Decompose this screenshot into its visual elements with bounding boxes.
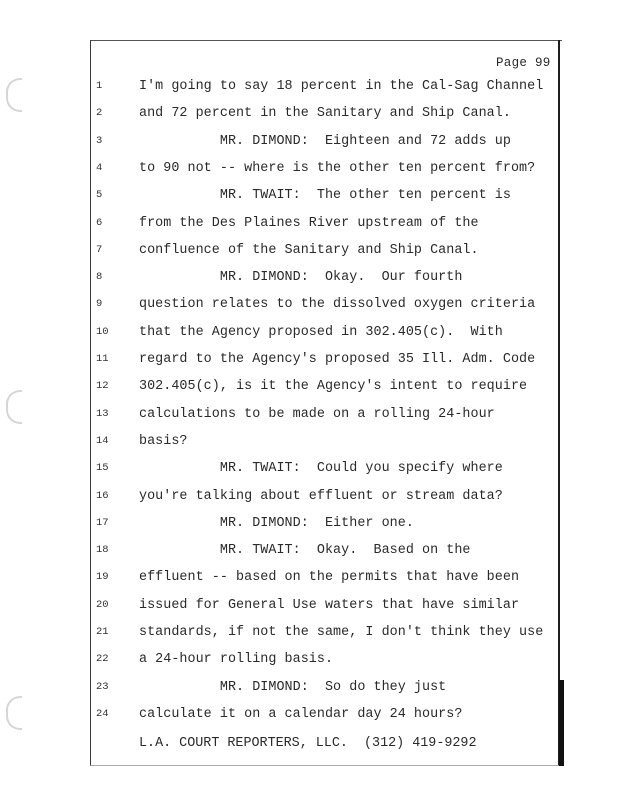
transcript-line	[0, 407, 618, 429]
line-number: 11	[96, 353, 109, 365]
transcript-line	[0, 325, 618, 347]
line-number: 18	[96, 544, 109, 557]
line-number: 5	[96, 189, 103, 202]
line-text: issued for General Use waters that have similar	[139, 597, 520, 613]
transcript-line	[0, 134, 618, 156]
transcript-line	[0, 106, 618, 128]
transcript-line	[0, 270, 618, 292]
line-text: MR. DIMOND: Eighteen and 72 adds up	[139, 133, 511, 149]
line-number: 3	[96, 134, 103, 147]
line-text: a 24-hour rolling basis.	[139, 652, 334, 668]
line-number: 4	[96, 161, 103, 174]
transcript-line	[0, 243, 618, 265]
line-number: 2	[96, 107, 103, 120]
line-text: MR. DIMOND: So do they just	[139, 679, 447, 695]
line-number: 7	[96, 243, 103, 256]
line-number: 8	[96, 271, 103, 284]
transcript-line	[0, 489, 618, 511]
transcript-line	[0, 352, 618, 374]
page-number: Page 99	[496, 56, 551, 70]
line-text: to 90 not -- where is the other ten percent from?	[139, 160, 536, 176]
line-text: calculations to be made on a rolling 24-hour	[139, 406, 495, 422]
line-number: 17	[96, 516, 109, 529]
line-number: 24	[96, 707, 109, 720]
line-text: effluent -- based on the permits that have been	[139, 570, 520, 586]
transcript-line	[0, 543, 618, 565]
transcript-line	[0, 652, 618, 674]
transcript-line	[0, 379, 618, 401]
line-number: 20	[96, 598, 109, 611]
line-text: you're talking about effluent or stream data?	[139, 488, 503, 504]
line-number: 19	[96, 571, 109, 584]
line-number: 15	[96, 462, 109, 475]
transcript-line	[0, 707, 618, 729]
line-text: MR. DIMOND: Okay. Our fourth	[139, 270, 463, 286]
line-text: confluence of the Sanitary and Ship Canal.	[139, 242, 479, 258]
line-number: 21	[96, 626, 109, 638]
line-number: 6	[96, 216, 103, 229]
line-number: 14	[96, 434, 109, 447]
line-number: 1	[96, 80, 103, 92]
line-number: 10	[96, 325, 109, 338]
line-text: that the Agency proposed in 302.405(c). With	[139, 324, 503, 340]
line-text: MR. DIMOND: Either one.	[139, 515, 414, 531]
transcript-line	[0, 434, 618, 456]
transcript-line	[0, 680, 618, 702]
transcript-line	[0, 516, 618, 538]
line-number: 22	[96, 653, 109, 666]
transcript-line	[0, 161, 618, 183]
line-text: calculate it on a calendar day 24 hours?	[139, 706, 463, 722]
line-text: from the Des Plaines River upstream of the	[139, 215, 479, 231]
transcript-line	[0, 297, 618, 319]
line-number: 9	[96, 298, 103, 311]
transcript-line	[0, 188, 618, 210]
transcript-line	[0, 461, 618, 483]
line-number: 23	[96, 680, 109, 693]
line-text: standards, if not the same, I don't think they use	[139, 625, 544, 640]
line-text: MR. TWAIT: The other ten percent is	[139, 188, 511, 204]
court-reporter-footer: L.A. COURT REPORTERS, LLC. (312) 419-9292	[139, 736, 477, 751]
line-number: 16	[96, 489, 109, 502]
line-text: MR. TWAIT: Okay. Based on the	[139, 543, 471, 559]
transcript-line	[0, 79, 618, 101]
line-text: question relates to the dissolved oxygen criteria	[139, 297, 536, 313]
line-number: 13	[96, 407, 109, 420]
line-text: and 72 percent in the Sanitary and Ship Canal.	[139, 106, 511, 122]
transcript-line	[0, 625, 618, 647]
transcript-line	[0, 598, 618, 620]
transcript-line	[0, 570, 618, 592]
line-text: 302.405(c), is it the Agency's intent to require	[139, 379, 528, 395]
line-text: basis?	[139, 433, 188, 449]
line-text: I'm going to say 18 percent in the Cal-Sag Channel	[139, 79, 544, 94]
transcript-line	[0, 216, 618, 238]
line-text: regard to the Agency's proposed 35 Ill. Adm. Code	[139, 352, 536, 367]
line-number: 12	[96, 380, 109, 393]
line-text: MR. TWAIT: Could you specify where	[139, 461, 503, 477]
